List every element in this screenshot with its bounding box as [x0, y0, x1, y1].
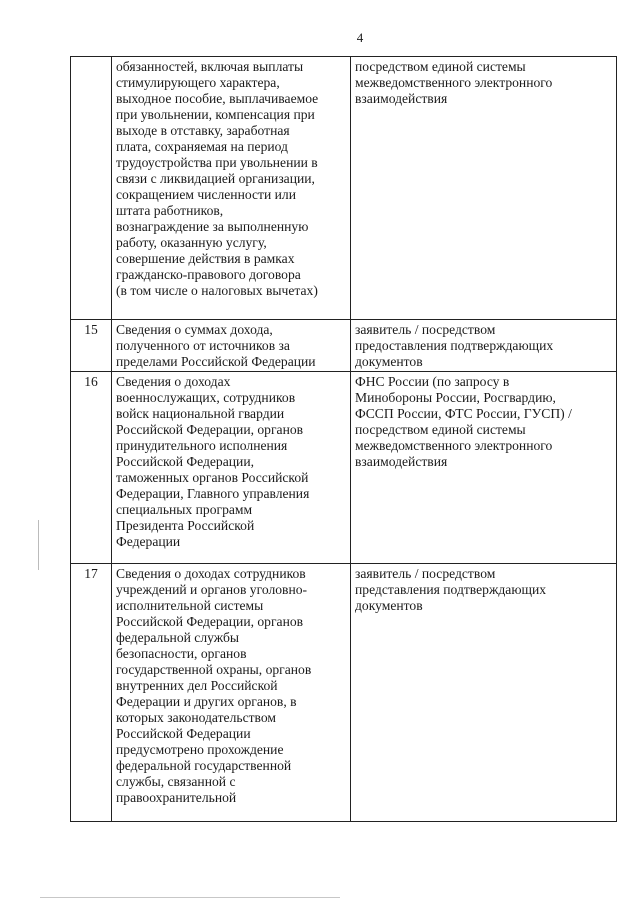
row-source: ФНС России (по запросу в Минобороны России, Росгвардию, ФССП России, ФТС России, ГУСП) / посредством единой системы межведомственного электронного взаимодействия	[351, 372, 617, 564]
margin-mark	[38, 520, 39, 570]
row-source: заявитель / посредством предоставления подтверждающих документов	[351, 320, 617, 372]
row-description: Сведения о суммах дохода, полученного от источников за пределами Российской Федерации	[112, 320, 351, 372]
table-row	[71, 564, 617, 822]
row-number	[71, 57, 112, 320]
row-description: обязанностей, включая выплаты стимулирующего характера, выходное пособие, выплачиваемое при увольнении, компенсация при выходе в отставку, заработная плата, сохраняемая на период трудоустройства при увольнении в связи с ликвидацией организации, сокращением численности или штата работников, вознаграждение за выполненную работу, оказанную услугу, совершение действия в рамках гражданско-правового договора (в том числе о налоговых вычетах)	[112, 57, 351, 320]
row-source: посредством единой системы межведомственного электронного взаимодействия	[351, 57, 617, 320]
row-description: Сведения о доходах сотрудников учреждений и органов уголовно- исполнительной системы Российской Федерации, органов федеральной службы безопасности, органов государственной охраны, органов внутренних дел Российской Федерации и других органов, в которых законодательством Российской Федерации предусмотрено прохождение федеральной государственной службы, связанной с правоохранительной	[112, 564, 351, 822]
row-description: Сведения о доходах военнослужащих, сотрудников войск национальной гвардии Российской Федерации, органов принудительного исполнения Российской Федерации, таможенных органов Российской Федерации, Главного управления специальных программ Президента Российской Федерации	[112, 372, 351, 564]
row-number: 16	[71, 372, 112, 564]
table-row	[71, 320, 617, 372]
page-number: 4	[356, 30, 364, 45]
documents-table	[70, 56, 617, 822]
row-number: 15	[71, 320, 112, 372]
row-source: заявитель / посредством представления подтверждающих документов	[351, 564, 617, 822]
row-number: 17	[71, 564, 112, 822]
table-row	[71, 372, 617, 564]
scan-artifact-line	[40, 897, 340, 898]
table-row	[71, 57, 617, 320]
